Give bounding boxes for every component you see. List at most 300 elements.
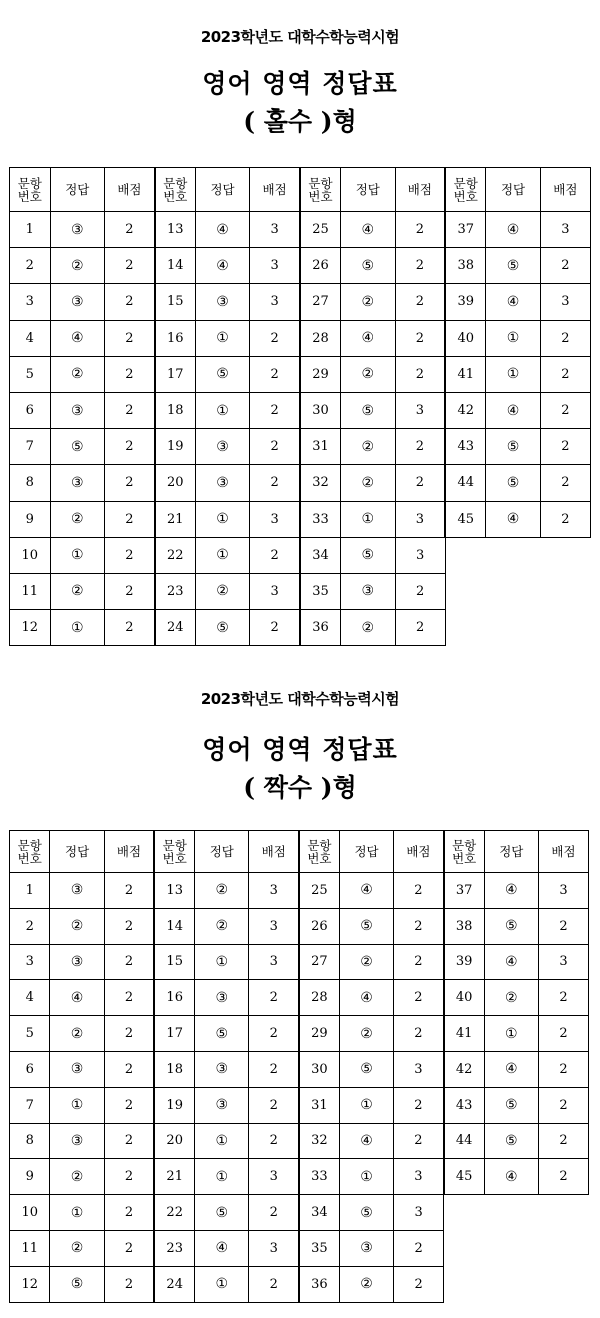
table-row [10,1087,589,1123]
score-cell: 2 [538,908,588,944]
exam-title: 2023학년도 대학수학능력시험 [200,28,400,46]
score-cell: 2 [104,908,154,944]
answer-cell: ⑤ [195,1016,249,1052]
answer-cell: ① [50,610,104,646]
question-number-cell: 41 [444,1016,484,1052]
question-number-cell: 20 [154,1123,194,1159]
score-cell: 2 [249,1195,299,1231]
question-number-cell: 32 [299,1123,339,1159]
score-cell: 3 [250,248,300,284]
score-cell: 2 [105,537,155,573]
score-cell: 2 [394,1016,444,1052]
score-cell: 2 [538,1016,588,1052]
score-cell: 3 [395,537,445,573]
question-number-cell: 7 [10,1087,50,1123]
header-question: 문항 번호 [299,831,339,873]
header-score: 배점 [249,831,299,873]
score-cell: 2 [105,429,155,465]
score-cell: 2 [250,610,300,646]
question-number-cell: 41 [445,356,486,392]
question-number-cell: 17 [154,1016,194,1052]
table-row [10,873,589,909]
score-cell: 3 [250,284,300,320]
question-number-cell: 43 [444,1087,484,1123]
question-number-cell: 25 [300,212,341,248]
score-cell: 2 [395,356,445,392]
score-cell: 2 [540,429,590,465]
answer-cell: ⑤ [195,610,249,646]
score-cell: 2 [105,212,155,248]
header-score: 배점 [395,168,445,212]
header-question: 문항 번호 [154,831,194,873]
score-cell: 2 [250,537,300,573]
question-number-cell: 29 [300,356,341,392]
header-answer: 정답 [50,831,104,873]
question-number-cell: 45 [444,1159,484,1195]
question-number-cell: 37 [445,212,486,248]
answer-cell: ⑤ [50,429,104,465]
score-cell: 2 [104,1123,154,1159]
answer-cell: ① [195,1123,249,1159]
score-cell: 2 [104,1266,154,1302]
question-number-cell: 11 [10,573,51,609]
empty-cell [538,1195,588,1231]
answer-cell: ⑤ [341,392,395,428]
answer-cell: ③ [50,873,104,909]
score-cell: 2 [394,944,444,980]
question-number-cell: 1 [10,212,51,248]
answer-cell: ⑤ [486,248,540,284]
empty-cell [484,1230,538,1266]
score-cell: 2 [249,1266,299,1302]
answer-cell: ② [50,356,104,392]
question-number-cell: 22 [155,537,196,573]
question-number-cell: 18 [155,392,196,428]
question-number-cell: 30 [300,392,341,428]
score-cell: 3 [250,573,300,609]
question-number-cell: 24 [154,1266,194,1302]
question-number-cell: 21 [154,1159,194,1195]
answer-cell: ⑤ [486,429,540,465]
score-cell: 2 [538,1087,588,1123]
score-cell: 2 [104,1230,154,1266]
question-number-cell: 27 [300,284,341,320]
answer-cell: ④ [486,212,540,248]
score-cell: 3 [540,284,590,320]
table-row [10,1016,589,1052]
answer-cell: ④ [486,284,540,320]
score-cell: 2 [104,1195,154,1231]
score-cell: 2 [250,392,300,428]
question-number-cell: 9 [10,501,51,537]
question-number-cell: 13 [155,212,196,248]
answer-cell: ① [195,320,249,356]
header-score: 배점 [538,831,588,873]
header-score: 배점 [250,168,300,212]
score-cell: 2 [540,501,590,537]
empty-cell [444,1195,484,1231]
question-number-cell: 35 [299,1230,339,1266]
score-cell: 3 [538,944,588,980]
score-cell: 3 [249,1230,299,1266]
question-number-cell: 28 [300,320,341,356]
header-answer: 정답 [484,831,538,873]
answer-cell: ⑤ [195,1195,249,1231]
question-number-cell: 5 [10,356,51,392]
score-cell: 2 [104,1087,154,1123]
answer-cell: ② [341,465,395,501]
answer-cell: ④ [341,212,395,248]
score-cell: 2 [250,429,300,465]
question-number-cell: 17 [155,356,196,392]
score-cell: 2 [104,1051,154,1087]
score-cell: 2 [250,356,300,392]
answer-cell: ② [341,610,395,646]
answer-cell: ② [50,573,104,609]
answer-cell: ① [195,392,249,428]
question-number-cell: 20 [155,465,196,501]
score-cell: 2 [394,980,444,1016]
score-cell: 2 [538,1123,588,1159]
question-number-cell: 45 [445,501,486,537]
question-number-cell: 10 [10,1195,50,1231]
question-number-cell: 24 [155,610,196,646]
answer-cell: ⑤ [341,537,395,573]
question-number-cell: 23 [154,1230,194,1266]
score-cell: 2 [394,1123,444,1159]
question-number-cell: 8 [10,465,51,501]
question-number-cell: 44 [445,465,486,501]
question-number-cell: 14 [154,908,194,944]
question-number-cell: 3 [10,944,50,980]
answer-cell: ④ [50,320,104,356]
type-label: ( 홀수 )형 [243,107,357,136]
score-cell: 3 [394,1159,444,1195]
answer-cell: ① [195,501,249,537]
question-number-cell: 12 [10,1266,50,1302]
answer-cell: ① [50,537,104,573]
question-number-cell: 7 [10,429,51,465]
answer-cell: ④ [339,873,393,909]
answer-cell: ① [50,1087,104,1123]
answer-cell: ③ [50,1123,104,1159]
answer-cell: ⑤ [484,908,538,944]
answer-cell: ① [195,1159,249,1195]
answer-cell: ③ [195,1087,249,1123]
score-cell: 2 [395,320,445,356]
answer-cell: ② [484,980,538,1016]
answer-cell: ⑤ [484,1087,538,1123]
question-number-cell: 4 [10,320,51,356]
score-cell: 2 [538,980,588,1016]
answer-cell: ① [484,1016,538,1052]
question-number-cell: 38 [445,248,486,284]
score-cell: 3 [538,873,588,909]
answer-cell: ⑤ [50,1266,104,1302]
answer-cell: ④ [484,1051,538,1087]
score-cell: 2 [105,501,155,537]
score-cell: 2 [250,320,300,356]
answer-cell: ③ [195,465,249,501]
answer-cell: ① [486,320,540,356]
table-row [10,1051,589,1087]
score-cell: 2 [249,1051,299,1087]
question-number-cell: 21 [155,501,196,537]
question-number-cell: 33 [300,501,341,537]
table-row [10,1123,589,1159]
empty-cell [444,1266,484,1302]
answer-cell: ① [486,356,540,392]
answer-cell: ① [50,1195,104,1231]
score-cell: 2 [395,284,445,320]
answer-cell: ② [50,908,104,944]
subject-title: 영어 영역 정답표 [202,735,398,764]
score-cell: 2 [394,908,444,944]
score-cell: 2 [249,980,299,1016]
empty-cell [444,1230,484,1266]
answer-cell: ④ [486,392,540,428]
answer-cell: ③ [50,212,104,248]
answer-cell: ② [341,284,395,320]
score-cell: 3 [250,501,300,537]
exam-title: 2023학년도 대학수학능력시험 [200,690,400,708]
question-number-cell: 5 [10,1016,50,1052]
answer-cell: ④ [50,980,104,1016]
question-number-cell: 36 [299,1266,339,1302]
answer-cell: ① [195,944,249,980]
question-number-cell: 26 [300,248,341,284]
answer-cell: ② [339,1016,393,1052]
question-number-cell: 32 [300,465,341,501]
score-cell: 3 [249,873,299,909]
question-number-cell: 34 [299,1195,339,1231]
question-number-cell: 40 [445,320,486,356]
score-cell: 2 [105,573,155,609]
question-number-cell: 23 [155,573,196,609]
question-number-cell: 29 [299,1016,339,1052]
answer-cell: ③ [50,1051,104,1087]
score-cell: 2 [395,429,445,465]
score-cell: 2 [538,1051,588,1087]
score-cell: 2 [250,465,300,501]
type-label: ( 짝수 )형 [243,773,357,802]
question-number-cell: 4 [10,980,50,1016]
score-cell: 3 [249,1159,299,1195]
score-cell: 2 [395,212,445,248]
question-number-cell: 16 [154,980,194,1016]
score-cell: 2 [105,465,155,501]
score-cell: 2 [105,392,155,428]
answer-cell: ⑤ [339,1051,393,1087]
answer-cell: ② [339,944,393,980]
score-cell: 2 [104,1159,154,1195]
question-number-cell: 36 [300,610,341,646]
question-number-cell: 6 [10,1051,50,1087]
score-cell: 2 [540,392,590,428]
answer-cell: ⑤ [484,1123,538,1159]
answer-cell: ④ [195,212,249,248]
score-cell: 2 [105,284,155,320]
header-question: 문항 번호 [155,168,196,212]
answer-cell: ③ [195,429,249,465]
answer-cell: ② [341,429,395,465]
question-number-cell: 10 [10,537,51,573]
question-number-cell: 3 [10,284,51,320]
question-number-cell: 39 [444,944,484,980]
answer-cell: ③ [195,1051,249,1087]
question-number-cell: 11 [10,1230,50,1266]
score-cell: 3 [395,392,445,428]
question-number-cell: 34 [300,537,341,573]
table-row [10,980,589,1016]
answer-cell: ② [50,501,104,537]
table-row [10,1266,589,1302]
header-score: 배점 [105,168,155,212]
question-number-cell: 27 [299,944,339,980]
question-number-cell: 37 [444,873,484,909]
answer-cell: ③ [195,980,249,1016]
header-question: 문항 번호 [300,168,341,212]
answer-cell: ④ [195,248,249,284]
answer-cell: ② [50,1016,104,1052]
question-number-cell: 2 [10,908,50,944]
answer-cell: ⑤ [339,1195,393,1231]
question-number-cell: 38 [444,908,484,944]
question-number-cell: 1 [10,873,50,909]
question-number-cell: 6 [10,392,51,428]
table-row [10,944,589,980]
score-cell: 2 [395,248,445,284]
question-number-cell: 44 [444,1123,484,1159]
score-cell: 3 [394,1195,444,1231]
score-cell: 2 [104,944,154,980]
question-number-cell: 8 [10,1123,50,1159]
score-cell: 2 [394,873,444,909]
question-number-cell: 2 [10,248,51,284]
answer-cell: ④ [484,873,538,909]
question-number-cell: 15 [155,284,196,320]
question-number-cell: 14 [155,248,196,284]
header-answer: 정답 [195,831,249,873]
question-number-cell: 42 [445,392,486,428]
answer-cell: ③ [50,465,104,501]
score-cell: 2 [249,1123,299,1159]
question-number-cell: 13 [154,873,194,909]
question-number-cell: 12 [10,610,51,646]
score-cell: 2 [395,573,445,609]
answer-cell: ③ [339,1230,393,1266]
score-cell: 2 [540,248,590,284]
header-answer: 정답 [341,168,395,212]
empty-cell [484,1195,538,1231]
table-row [10,1230,589,1266]
answer-cell: ⑤ [341,248,395,284]
score-cell: 3 [540,212,590,248]
answer-cell: ④ [339,980,393,1016]
header-question: 문항 번호 [10,831,50,873]
question-number-cell: 19 [155,429,196,465]
question-number-cell: 22 [154,1195,194,1231]
header-question: 문항 번호 [444,831,484,873]
answer-cell: ② [195,873,249,909]
answer-cell: ④ [484,944,538,980]
empty-cell [538,1266,588,1302]
answer-cell: ⑤ [339,908,393,944]
score-cell: 2 [394,1266,444,1302]
score-cell: 2 [105,356,155,392]
score-cell: 2 [105,320,155,356]
answer-cell: ④ [341,320,395,356]
score-cell: 2 [538,1159,588,1195]
score-cell: 3 [249,944,299,980]
answer-cell: ④ [484,1159,538,1195]
answer-cell: ③ [341,573,395,609]
header-score: 배점 [104,831,154,873]
answer-cell: ② [195,908,249,944]
score-cell: 2 [249,1016,299,1052]
empty-cell [538,1230,588,1266]
question-number-cell: 15 [154,944,194,980]
answer-cell: ② [50,1159,104,1195]
answer-cell: ③ [50,284,104,320]
answer-cell: ② [50,248,104,284]
answer-cell: ③ [195,284,249,320]
answer-cell: ① [339,1087,393,1123]
score-cell: 3 [395,501,445,537]
score-cell: 2 [540,356,590,392]
question-number-cell: 26 [299,908,339,944]
table-row [10,1159,589,1195]
answer-cell: ② [195,573,249,609]
question-number-cell: 19 [154,1087,194,1123]
score-cell: 2 [105,248,155,284]
question-number-cell: 33 [299,1159,339,1195]
score-cell: 3 [249,908,299,944]
score-cell: 2 [104,980,154,1016]
answer-cell: ① [339,1159,393,1195]
header-answer: 정답 [50,168,104,212]
score-cell: 2 [394,1230,444,1266]
question-number-cell: 43 [445,429,486,465]
answer-cell: ⑤ [486,465,540,501]
score-cell: 2 [249,1087,299,1123]
question-number-cell: 30 [299,1051,339,1087]
question-number-cell: 18 [154,1051,194,1087]
question-number-cell: 31 [300,429,341,465]
score-cell: 3 [394,1051,444,1087]
table-row [10,908,589,944]
header-score: 배점 [540,168,590,212]
answer-cell: ④ [195,1230,249,1266]
header-answer: 정답 [339,831,393,873]
answer-cell: ① [195,1266,249,1302]
question-number-cell: 39 [445,284,486,320]
header-score: 배점 [394,831,444,873]
score-cell: 2 [395,465,445,501]
answer-cell: ④ [486,501,540,537]
answer-cell: ④ [339,1123,393,1159]
question-number-cell: 9 [10,1159,50,1195]
answer-cell: ① [195,537,249,573]
table-row [10,1195,589,1231]
answer-cell: ⑤ [195,356,249,392]
question-number-cell: 31 [299,1087,339,1123]
header-question: 문항 번호 [445,168,486,212]
header-answer: 정답 [486,168,540,212]
score-cell: 3 [250,212,300,248]
header-answer: 정답 [195,168,249,212]
question-number-cell: 42 [444,1051,484,1087]
